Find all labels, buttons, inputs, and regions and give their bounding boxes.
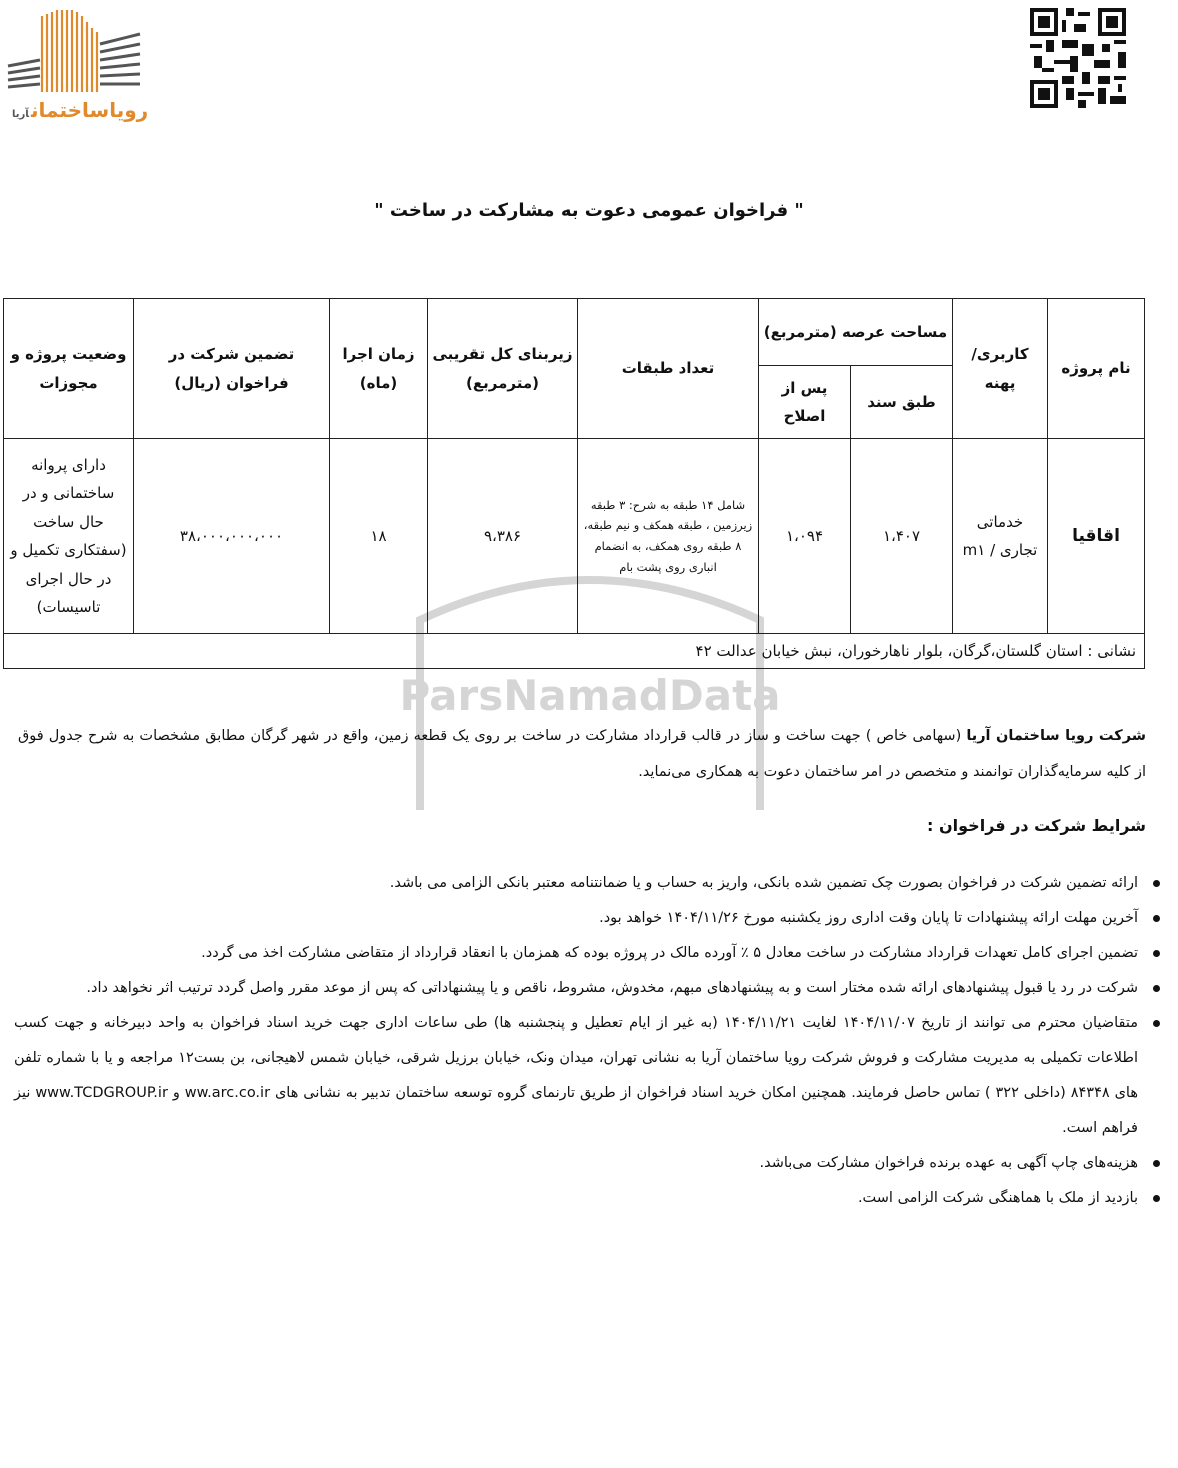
header-duration: زمان اجرا (ماه)	[330, 299, 428, 439]
address: نشانی : استان گلستان،گرگان، بلوار ناهارخوران، نبش خیابان عدالت ۴۲	[4, 634, 1145, 669]
company-name: شرکت رویا ساختمان آریا	[966, 728, 1146, 744]
logo-text: رویاساختمانآریا	[12, 98, 149, 122]
intro-paragraph	[18, 718, 1146, 790]
cell-per-deed: ۱،۴۰۷	[851, 439, 953, 634]
address-row	[4, 634, 1145, 669]
cell-duration: ۱۸	[330, 439, 428, 634]
header-status: وضعیت پروژه و مجوزات	[4, 299, 134, 439]
list-item: شرکت در رد یا قبول پیشنهادهای ارائه شده مختار است و به پیشنهادهای مبهم، مخدوش، مشروط، ناقص و یا پیشنهاداتی که پس از موعد مقرر واصل گردد ترتیب اثر نخواهد داد.	[14, 971, 1138, 1006]
table-header-row	[4, 299, 1145, 366]
company-logo	[4, 4, 149, 122]
intro-text: (سهامی خاص ) جهت ساخت و ساز در قالب قرارداد مشارکت در ساخت بر روی یک قطعه زمین، واقع در شهر گرگان مطابق مشخصات به شرح جدول فوق از کلیه سرمایه‌گذاران توانمند و متخصص در امر ساختمان دعوت به همکاری می‌نماید.	[18, 728, 1146, 780]
header-usage: کاربری/ پهنه	[953, 299, 1048, 439]
list-item: ارائه تضمین شرکت در فراخوان بصورت چک تضمین شده بانکی، واریز به حساب و یا ضمانتنامه معتبر بانکی الزامی می باشد.	[14, 866, 1138, 901]
header-land-area: مساحت عرصه (مترمربع)	[759, 299, 953, 366]
cell-floors: شامل ۱۴ طبقه به شرح: ۳ طبقه زیرزمین ، طبقه همکف و نیم طبقه، ۸ طبقه روی همکف، به انضمام انباری روی پشت بام	[578, 439, 759, 634]
project-table	[3, 298, 1145, 669]
header-floors: تعداد طبقات	[578, 299, 759, 439]
table-row	[4, 439, 1145, 634]
cell-after-correction: ۱،۰۹۴	[759, 439, 851, 634]
header-project-name: نام پروژه	[1048, 299, 1145, 439]
header-per-deed: طبق سند	[851, 366, 953, 439]
conditions-title: شرایط شرکت در فراخوان :	[927, 816, 1146, 835]
header-guarantee: تضمین شرکت در فراخوان (ریال)	[134, 299, 330, 439]
cell-status: دارای پروانه ساختمانی و در حال ساخت (سفتکاری تکمیل و در حال اجرای تاسیسات)	[4, 439, 134, 634]
cell-guarantee: ۳۸،۰۰۰،۰۰۰،۰۰۰	[134, 439, 330, 634]
building-logo-icon	[4, 4, 144, 96]
cell-usage: خدماتی تجاری / m۱	[953, 439, 1048, 634]
qr-code-icon	[1030, 8, 1126, 108]
svg-text:ParsNamadData: ParsNamadData	[400, 671, 780, 720]
list-item: متقاضیان محترم می توانند از تاریخ ۱۴۰۴/۱۱/۰۷ لغایت ۱۴۰۴/۱۱/۲۱ (به غیر از ایام تعطیل و پنجشنبه ها) طی ساعات اداری جهت خرید اسناد فراخوان به واحد دبیرخانه و جهت کسب اطلاعات تکمیلی به مدیریت مشارکت و فروش شرکت رویا ساختمان آریا به نشانی تهران، میدان ونک، خیابان برزیل شرقی، خیابان شمس لاهیجانی، بن بست۱۲ مراجعه و یا با شماره تلفن های ۸۴۳۴۸ (داخلی ۳۲۲ ) تماس حاصل فرمایند. همچنین امکان خرید اسناد فراخوان از طریق تارنمای گروه توسعه ساختمان تدبیر به نشانی های ww.arc.co.ir و www.TCDGROUP.ir نیز فراهم است.	[14, 1006, 1138, 1146]
cell-project-name: اقاقیا	[1048, 439, 1145, 634]
conditions-list	[14, 866, 1162, 1216]
header-after-correction: پس از اصلاح	[759, 366, 851, 439]
page-title: " فراخوان عمومی دعوت به مشارکت در ساخت "	[374, 200, 804, 221]
list-item: هزینه‌های چاپ آگهی به عهده برنده فراخوان مشارکت می‌باشد.	[14, 1146, 1138, 1181]
header-total-area: زیربنای کل تقریبی (مترمربع)	[428, 299, 578, 439]
list-item: بازدید از ملک با هماهنگی شرکت الزامی است.	[14, 1181, 1138, 1216]
cell-total-area: ۹،۳۸۶	[428, 439, 578, 634]
list-item: تضمین اجرای کامل تعهدات قرارداد مشارکت در ساخت معادل ۵ ٪ آورده مالک در پروژه بوده که همزمان با انعقاد قرارداد از متقاضی مشارکت اخذ می گردد.	[14, 936, 1138, 971]
list-item: آخرین مهلت ارائه پیشنهادات تا پایان وقت اداری روز یکشنبه مورخ ۱۴۰۴/۱۱/۲۶ خواهد بود.	[14, 901, 1138, 936]
